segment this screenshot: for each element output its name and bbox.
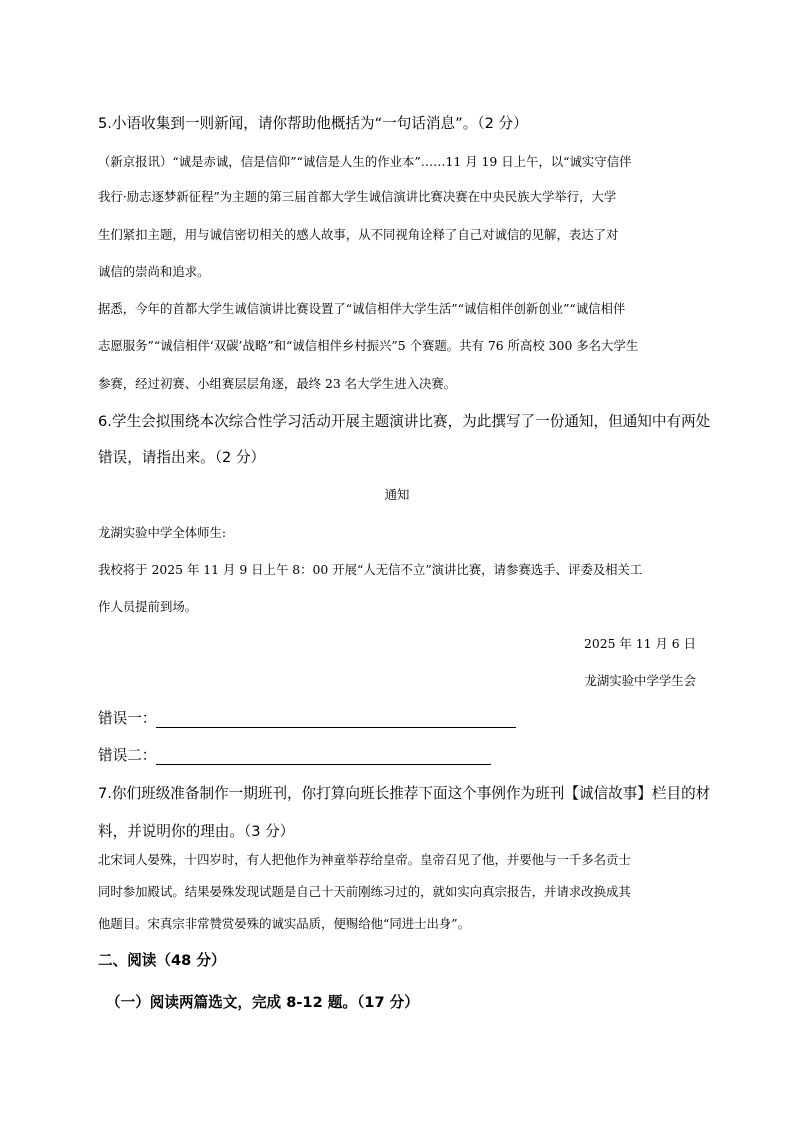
notice-date: 2025 年 11 月 6 日 [583, 636, 696, 651]
news-line: 诚信的崇尚和追求。 [98, 264, 210, 279]
notice-title: 通知 [384, 487, 410, 502]
question-7-title: 7.你们班级准备制作一期班刊，你打算向班长推荐下面这个事例作为班刊【诚信故事】栏目的材 [98, 785, 711, 802]
question-6-title: 6.学生会拟围绕本次综合性学习活动开展主题演讲比赛，为此撰写了一份通知，但通知中有两处 [98, 413, 711, 430]
notice-body-line: 我校将于 2025 年 11 月 9 日上午 8：00 开展“人无信不立”演讲比赛，请参赛选手、评委及相关工 [98, 562, 643, 577]
news-line: 据悉，今年的首都大学生诚信演讲比赛设置了“诚信相伴大学生活”“诚信相伴创新创业”“诚信相伴 [98, 301, 626, 316]
error-1-label: 错误一： [98, 710, 157, 727]
news-line: 志愿服务”“诚信相伴‘双碳’战略”和“诚信相伴乡村振兴”5 个赛题。共有 76 所高校 300 多名大学生 [98, 338, 639, 353]
notice-signature: 龙湖实验中学学生会 [584, 673, 696, 688]
story-line: 北宋词人晏殊，十四岁时，有人把他作为神童举荐给皇帝。皇帝召见了他，并要他与一千多名贡士 [98, 852, 631, 867]
section-sub-heading: （一）阅读两篇选文，完成 8-12 题。（17 分） [106, 994, 419, 1011]
error-1-blank[interactable] [156, 712, 516, 728]
error-2-blank[interactable] [156, 749, 491, 765]
error-2-label: 错误二： [98, 747, 157, 764]
question-7-title: 料，并说明你的理由。（3 分） [98, 823, 295, 840]
question-5-title: 5.小语收集到一则新闻，请你帮助他概括为“一句话消息”。（2 分） [98, 115, 528, 132]
story-line: 同时参加殿试。结果晏殊发现试题是自己十天前刚练习过的，就如实向真宗报告，并请求改换成其 [98, 884, 631, 899]
story-line: 他题目。宋真宗非常赞赏晏殊的诚实品质，便赐给他“同进士出身”。 [98, 916, 470, 931]
section-heading: 二、阅读（48 分） [98, 952, 226, 969]
question-6-title: 错误，请指出来。（2 分） [98, 449, 266, 466]
error-1-row [98, 707, 516, 728]
news-line: 参赛，经过初赛、小组赛层层角逐，最终 23 名大学生进入决赛。 [98, 376, 457, 391]
notice-salutation: 龙湖实验中学全体师生: [98, 525, 227, 540]
notice-body-line: 作人员提前到场。 [98, 599, 198, 614]
news-line: 生们紧扣主题，用与诚信密切相关的感人故事，从不同视角诠释了自己对诚信的见解，表达了对 [98, 227, 619, 242]
news-line: 我行·励志逐梦新征程”为主题的第三届首都大学生诚信演讲比赛决赛在中央民族大学举行，大学 [98, 189, 617, 204]
error-2-row [98, 744, 491, 765]
news-line: （新京报讯）“诚是赤诚，信是信仰”“诚信是人生的作业本”……11 月 19 日上午，以“诚实守信伴 [98, 154, 632, 169]
